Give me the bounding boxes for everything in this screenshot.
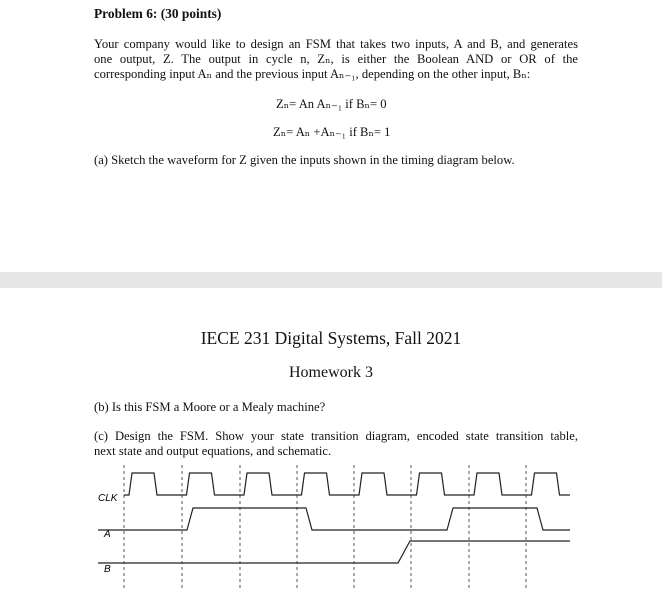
a-label: A bbox=[104, 529, 111, 540]
part-c-line-2: next state and output equations, and schematic. bbox=[94, 444, 332, 458]
equation-and: Zₙ= An Aₙ₋₁ if Bₙ= 0 bbox=[276, 97, 387, 111]
equation-or: Zₙ= Aₙ +Aₙ₋₁ if Bₙ= 1 bbox=[273, 125, 391, 139]
clk-label: CLK bbox=[98, 493, 118, 504]
intro-line-3: corresponding input Aₙ and the previous input Aₙ₋₁, depending on the other input, Bₙ: bbox=[94, 67, 531, 81]
b-waveform bbox=[98, 541, 570, 563]
intro-line-1: Your company would like to design an FSM that takes two inputs, A and B, and generates bbox=[94, 37, 578, 51]
page-gap bbox=[0, 272, 662, 288]
homework-heading: Homework 3 bbox=[289, 364, 373, 381]
part-b-text: (b) Is this FSM a Moore or a Mealy machine? bbox=[94, 400, 326, 414]
part-a-text: (a) Sketch the waveform for Z given the inputs shown in the timing diagram below. bbox=[94, 153, 515, 167]
page-1 bbox=[0, 0, 662, 272]
a-waveform bbox=[98, 508, 570, 530]
intro-line-2: one output, Z. The output in cycle n, Zₙ, is either the Boolean AND or OR of the bbox=[94, 52, 578, 66]
part-c-line-1: (c) Design the FSM. Show your state transition diagram, encoded state transition table, bbox=[94, 429, 578, 443]
b-label: B bbox=[104, 564, 111, 575]
timing-diagram bbox=[0, 463, 662, 589]
course-heading: IECE 231 Digital Systems, Fall 2021 bbox=[200, 328, 462, 348]
page-2 bbox=[0, 288, 662, 589]
cycle-gridlines bbox=[124, 465, 526, 589]
problem-title: Problem 6: (30 points) bbox=[94, 6, 222, 21]
clk-waveform bbox=[124, 473, 570, 495]
